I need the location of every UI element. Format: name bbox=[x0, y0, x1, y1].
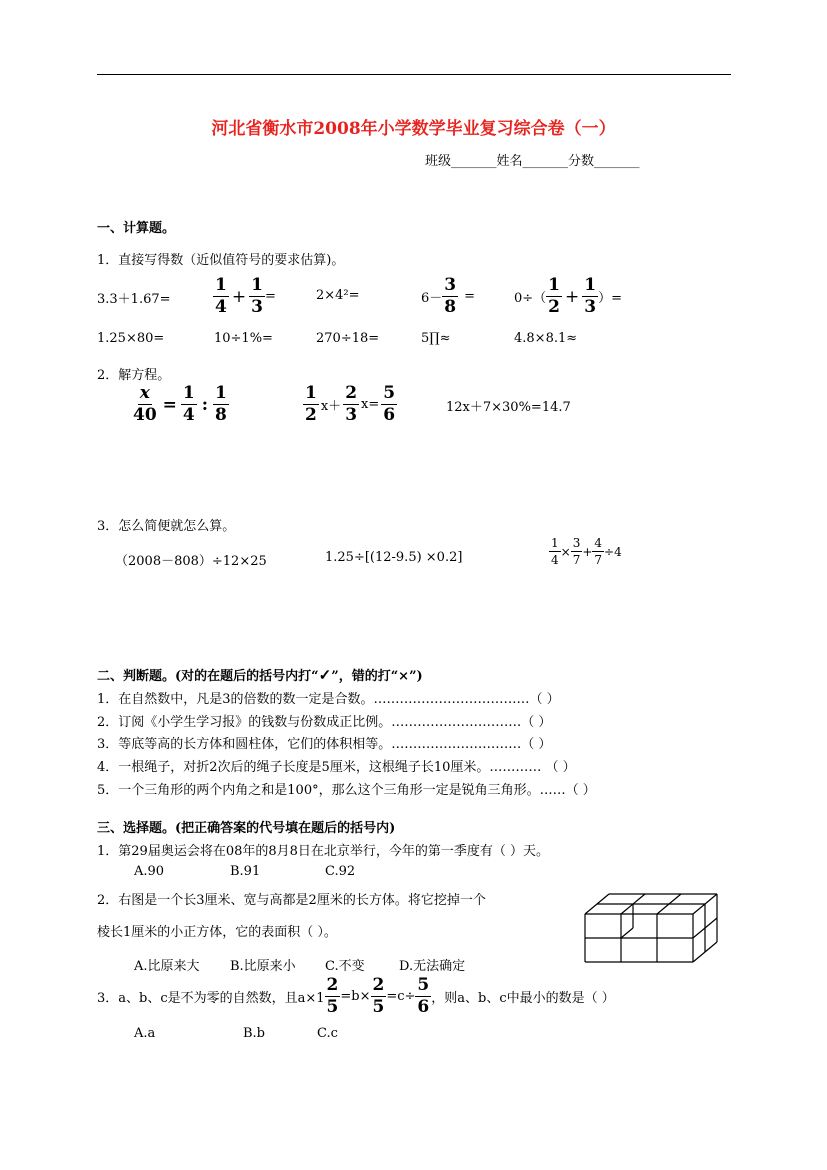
fraction: $\frac{1}{2}$ bbox=[548, 275, 561, 317]
option-c: C.c bbox=[317, 1026, 338, 1041]
calc-10: 4.8×8.1≈ bbox=[514, 331, 578, 346]
option-c: C.92 bbox=[325, 864, 356, 879]
page-title: 河北省衡水市2008年小学数学毕业复习综合卷（一） bbox=[211, 119, 616, 139]
equation-3: 12x＋7×30%=14.7 bbox=[446, 400, 571, 415]
option-a: A.90 bbox=[134, 864, 165, 879]
cuboid-figure bbox=[580, 890, 720, 970]
fraction: $\frac{2}{5}$ bbox=[326, 975, 339, 1017]
equation-2: $\frac{1}{2}$ x＋ $\frac{2}{3}$ x= $\frac{5}{6}$ bbox=[305, 383, 396, 425]
fraction: $\frac{1}{4}$ bbox=[182, 383, 195, 425]
judge-item-4: 4．一根绳子，对折2次后的绳子长度是5厘米，这根绳子长10厘米。………… （ ） bbox=[97, 760, 576, 775]
fraction: $\frac{5}{6}$ bbox=[417, 975, 430, 1017]
fraction: $\frac{2}{5}$ bbox=[372, 975, 385, 1017]
question-1-3: 3．怎么简便就怎么算。 bbox=[97, 519, 236, 534]
option-a: A.比原来大 bbox=[134, 959, 200, 974]
fraction: $\frac{1}{4}$ bbox=[551, 536, 559, 567]
calc-4: 6－ $\frac{3}{8}$ = bbox=[421, 275, 476, 317]
question-1-2: 2．解方程。 bbox=[97, 368, 171, 383]
choice-question-2-line-1: 2．右图是一个长3厘米、宽与高都是2厘米的长方体。将它挖掉一个 bbox=[97, 893, 486, 908]
option-a: A.a bbox=[134, 1026, 156, 1041]
fraction: $\frac{3}{7}$ bbox=[572, 536, 581, 567]
option-b: B.b bbox=[243, 1026, 266, 1041]
fraction: $\frac{4}{7}$ bbox=[594, 536, 603, 567]
calc-2: $\frac{1}{4}$ + $\frac{1}{3}$ = bbox=[215, 275, 276, 317]
judge-item-1: 1．在自然数中，凡是3的倍数的数一定是合数。………………………………（ ） bbox=[97, 692, 560, 707]
judge-item-2: 2．订阅《小学生学习报》的钱数与份数成正比例。…………………………（ ） bbox=[97, 715, 552, 730]
option-b: B.91 bbox=[230, 864, 261, 879]
choice-question-3: 3．a、b、c是不为零的自然数，且a×1 $\frac{2}{5}$ =b× $\frac{2}{5}$ =c÷ $\frac{5}{6}$ ，则a、b、c中最小的数是（ ） bbox=[97, 975, 615, 1017]
info-line: 班级_______姓名_______分数_______ bbox=[425, 154, 640, 169]
calc-9: 5∏≈ bbox=[421, 331, 451, 346]
compute-2: 1.25÷[(12-9.5) ×0.2] bbox=[325, 550, 463, 565]
fraction: $\frac{x}{40}$ bbox=[133, 383, 157, 425]
compute-1: （2008－808）÷12×25 bbox=[115, 554, 267, 569]
option-c: C.不变 bbox=[325, 959, 365, 974]
question-1-1: 1．直接写得数（近似值符号的要求估算)。 bbox=[97, 253, 345, 268]
section-1-heading: 一、计算题。 bbox=[97, 221, 176, 236]
fraction: $\frac{5}{6}$ bbox=[383, 383, 396, 425]
fraction: $\frac{1}{8}$ bbox=[215, 383, 227, 425]
judge-item-5: 5．一个三角形的两个内角之和是100°，那么这个三角形一定是锐角三角形。……（ ） bbox=[97, 783, 596, 798]
calc-1: 3.3＋1.67= bbox=[97, 292, 171, 307]
header-rule bbox=[97, 74, 731, 75]
option-b: B.比原来小 bbox=[230, 959, 296, 974]
calc-3: 2×4²= bbox=[316, 288, 360, 303]
section-2-heading: 二、判断题。(对的在题后的括号内打“✓”，错的打“×”) bbox=[97, 666, 423, 684]
fraction: $\frac{1}{4}$ bbox=[215, 275, 227, 317]
compute-3: $\frac{1}{4}$ × $\frac{3}{7}$ + $\frac{4}{7}$ ÷4 bbox=[551, 536, 622, 567]
fraction: $\frac{2}{3}$ bbox=[345, 383, 358, 425]
choice-question-1: 1．第29届奥运会将在08年的8月8日在北京举行，今年的第一季度有（ ）天。 bbox=[97, 844, 550, 859]
calc-5: 0÷（ $\frac{1}{2}$ + $\frac{1}{3}$ ）= bbox=[514, 275, 623, 317]
choice-question-2-line-2: 棱长1厘米的小正方体，它的表面积（ ）。 bbox=[97, 925, 337, 940]
section-3-heading: 三、选择题。(把正确答案的代号填在题后的括号内) bbox=[97, 821, 396, 836]
calc-6: 1.25×80= bbox=[97, 331, 165, 346]
calc-7: 10÷1%= bbox=[214, 331, 273, 346]
fraction: $\frac{1}{3}$ bbox=[584, 275, 597, 317]
fraction: $\frac{1}{3}$ bbox=[251, 275, 263, 317]
check-mark-icon: ✓ bbox=[318, 666, 332, 684]
equation-1: $\frac{x}{40}$ = $\frac{1}{4}$ : $\frac{1}{8}$ bbox=[133, 383, 227, 425]
calc-8: 270÷18= bbox=[316, 331, 380, 346]
option-d: D.无法确定 bbox=[399, 959, 466, 974]
fraction: $\frac{1}{2}$ bbox=[305, 383, 317, 425]
fraction: $\frac{3}{8}$ bbox=[444, 275, 457, 317]
judge-item-3: 3．等底等高的长方体和圆柱体，它们的体积相等。…………………………（ ） bbox=[97, 737, 552, 752]
